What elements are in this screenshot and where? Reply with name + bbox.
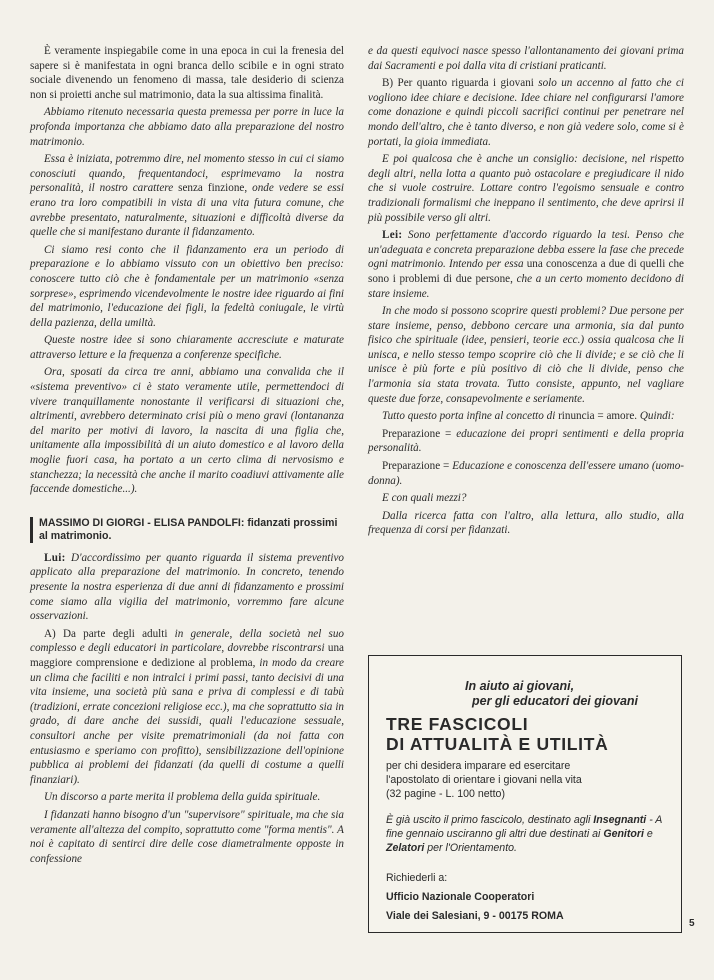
ad-description: per chi desidera imparare ed esercitare l'apostolato di orientare i giovani nella vita (32 pagine - L. 100 netto) <box>386 760 582 800</box>
ad-address: Richiederli a: Ufficio Nazionale Cooperatori Viale dei Salesiani, 9 - 00175 ROMA <box>386 872 564 922</box>
paragraph: Lui: D'accordissimo per quanto riguarda il sistema preventivo applicato alla preparazione del matrimonio. In concreto, tenendo presente la nostra esperienza di due anni di fidanzamento e prossimi come siamo alla vigilia del matrimonio, vorremmo fare alcune osservazioni. <box>30 551 344 623</box>
paragraph: Lei: Sono perfettamente d'accordo riguardo la tesi. Penso che un'adeguata e concreta preparazione debba essere la fase che precede ogni matrimonio. Intendo per essa una conoscenza a due di quelli che sono i problemi di due persone, che a un certo momento decidono di stare insieme. <box>368 229 684 300</box>
paragraph: E con quali mezzi? <box>382 492 467 505</box>
paragraph: Preparazione = Educazione e conoscenza dell'essere umano (uomo-donna). <box>368 460 684 487</box>
speaker-label: Lui: <box>44 551 66 564</box>
paragraph: B) Per quanto riguarda i giovani solo un accenno al fatto che ci vogliono idee chiare e decisione. Idee chiare nel configurarsi l'amore come donazione e quindi piccoli sacrifici continui per penetrare nel mondo dell'altro, che è tanto diverso, e non già vedere solo, come si è portati, la gioia immediata. <box>368 77 684 148</box>
paragraph: A) Da parte degli adulti in generale, della società nel suo complesso e degli educatori in particolare, dovrebbe riscontrarsi una maggiore comprensione e dedizione al problema, in modo da creare un clima che faciliti e non intralci i primi passi, tanto decisivi di una vita insieme, una società più sana e priva di complessi e di tabù (tradizioni, errate concezioni religiose ecc.), ma che soprattutto sia in grado, di dare anche dei sussidi, quali l'educazione sessuale, consultori anche per visite prematrimoniali (da noi fatta con entusiasmo e speriamo con profitto), sensibilizzazione dell'opinione pubblica ai problemi dei fidanzati (da quelli di costume a quelli finanziari). <box>30 627 345 786</box>
speaker-label: Lei: <box>382 229 403 242</box>
ad-tagline: In aiuto ai giovani, per gli educatori dei giovani <box>465 679 639 708</box>
paragraph: Un discorso a parte merita il problema della guida spirituale. <box>44 791 321 804</box>
paragraph: I fidanzati hanno bisogno d'un "supervisore" spirituale, ma che sia veramente all'altezza del compito, soprattutto come "forma mentis". A noi è capitato di sentirci dire delle cose diametralmente opposte in confessione <box>30 808 344 865</box>
left-column <box>30 44 344 866</box>
paragraph: Ci siamo resi conto che il fidanzamento era un periodo di preparazione e lo abbiamo vissuto con un obiettivo ben preciso: conoscere tutto ciò che è fondamentale per un matrimonio «senza sorprese», esprimendo vicendevolmente le nostre idee riguardo ai fini del matrimonio, l'educazione dei figli, la fedeltà coniugale, le virtù della pazienza, della umiltà. <box>30 243 344 329</box>
paragraph: Essa è iniziata, potremmo dire, nel momento stesso in cui ci siamo conosciuti quando, frequentandoci, esprimevamo la nostra personalità, il nostro carattere senza finzione, onde vedere se essi erano tra loro compatibili in vista di una vita futura comune, che avrebbe presentato, naturalmente, situazioni e difficoltà diverse da quelle che si manifestano durante il fidanzamento. <box>30 153 344 239</box>
paragraph: e da questi equivoci nasce spesso l'allontanamento dei giovani prima dai Sacramenti e poi dalla vita di cristiani praticanti. <box>368 45 684 72</box>
paragraph: È veramente inspiegabile come in una epoca in cui la frenesia del sapere si è manifestata in ogni branca dello scibile e in ogni strato sociale divenendo un fenomeno di massa, tale desiderio di scienza non si proietti anche sul matrimonio, data la sua altissima finalità. <box>30 45 344 101</box>
paragraph: Dalla ricerca fatta con l'altro, alla lettura, allo studio, alla frequenza di corsi per fidanzati. <box>368 509 684 537</box>
paragraph: Ora, sposati da circa tre anni, abbiamo una convalida che il «sistema preventivo» ci è stato veramente utile, permettendoci di vivere tranquillamente nonostante il verificarsi di situazioni che, altrimenti, avrebbero determinato crisi più o meno gravi (lontananza del marito per motivi di lavoro, la nascita di una figlia che, unitamente alla impossibilità di un aiuto domestico e al lavoro della moglie fuori casa, ha portato a un certo clima di nervosismo e stanchezza; la necessità che anche il marito coadiuvi attivamente alle faccende domestiche...). <box>30 366 344 496</box>
paragraph: Preparazione = educazione dei propri sentimenti e della propria personalità. <box>368 427 684 455</box>
right-column <box>368 44 684 538</box>
ad-note: È già uscito il primo fascicolo, destinato agli Insegnanti - A fine gennaio usciranno gli altri due destinati ai Genitori e Zelatori per l'Orientamento. <box>386 814 662 854</box>
paragraph: Queste nostre idee si sono chiaramente accresciute e maturate attraverso letture e la frequenza a conferenze specifiche. <box>30 334 344 361</box>
paragraph: E poi qualcosa che è anche un consiglio: decisione, nel rispetto degli altri, nella lotta a quanto può ostacolare e pregiudicare il nido che si vuole costruire. Lottare contro l'egoismo sensuale e contro tradizionali formalismi che ineppano il sentimento, che deve aprirsi il più possibile verso gli altri. <box>368 153 684 224</box>
paragraph: Abbiamo ritenuto necessaria questa premessa per porre in luce la profonda importanza che abbiamo dato alla preparazione del nostro matrimonio. <box>30 106 344 148</box>
page-number: 5 <box>689 918 695 929</box>
ad-title: TRE FASCICOLI DI ATTUALITÀ E UTILITÀ <box>386 714 609 754</box>
advertisement-box <box>368 655 682 933</box>
section-heading: MASSIMO DI GIORGI - ELISA PANDOLFI: fidanzati prossimi al matrimonio. <box>30 517 344 543</box>
paragraph: In che modo si possono scoprire questi problemi? Due persone per stare insieme, penso, debbono cercare una armonia, sia dal punto fisico che spirituale (idee, pensieri, teorie ecc.) ossia qualcosa che li unisca, e nello stesso tempo scoprire ciò che li divide; e se ciò che li unisce è più forte e più positivo di ciò che li divide, penso che l'armonia sia stata trovata. Tutto consiste, appunto, nel vagliare queste due forze, consapevolmente e seriamente. <box>368 305 684 405</box>
paragraph: Tutto questo porta infine al concetto di rinuncia = amore. Quindi: <box>382 410 675 423</box>
